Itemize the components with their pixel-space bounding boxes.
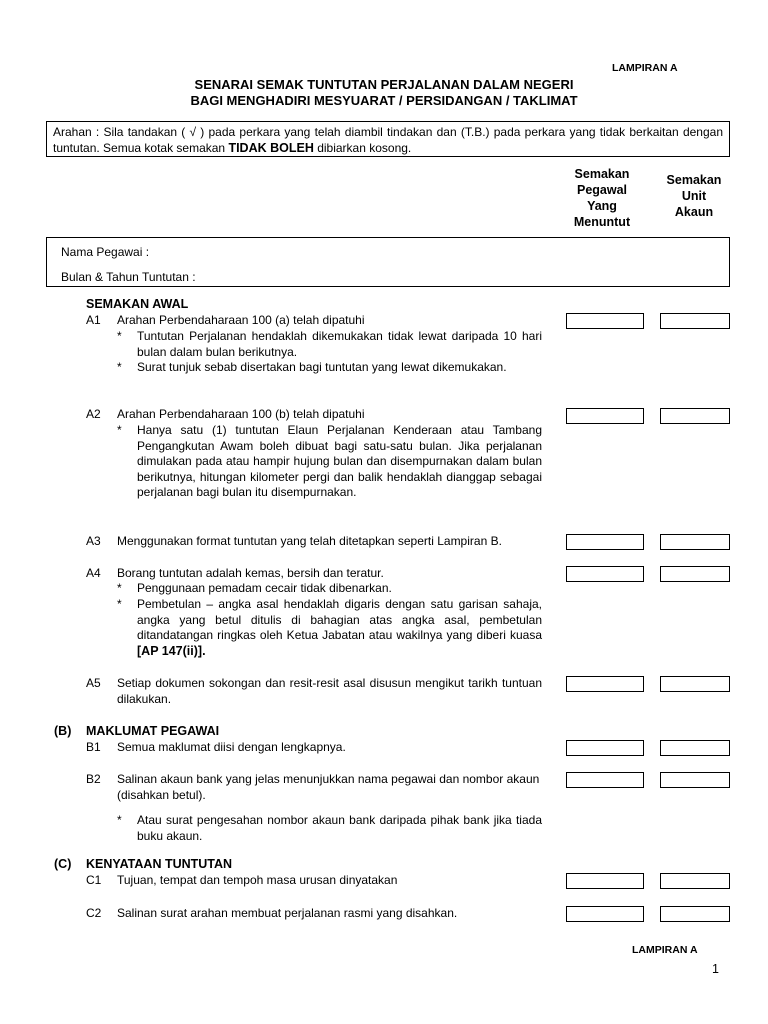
item-code-c2: C2	[86, 906, 102, 920]
item-text-a3: Menggunakan format tuntutan yang telah ditetapkan seperti Lampiran B.	[117, 534, 502, 548]
bullet-marker: *	[117, 581, 122, 595]
lampiran-label-bottom: LAMPIRAN A	[632, 944, 698, 956]
column-header-officer-line: Semakan	[574, 167, 630, 181]
page-number: 1	[712, 962, 719, 976]
item-text-c2: Salinan surat arahan membuat perjalanan rasmi yang disahkan.	[117, 906, 458, 920]
checkbox-a2-officer[interactable]	[566, 408, 644, 424]
item-code-a2: A2	[86, 407, 101, 421]
item-a4-bullet-1: Penggunaan pemadam cecair tidak dibenarkan.	[137, 581, 392, 595]
column-header-officer-line: Menuntut	[573, 215, 631, 229]
officer-name-label: Nama Pegawai :	[61, 245, 150, 259]
checkbox-c1-officer[interactable]	[566, 873, 644, 889]
item-code-a5: A5	[86, 676, 101, 690]
section-c-title: KENYATAAN TUNTUTAN	[86, 857, 233, 871]
checkbox-c1-accounts[interactable]	[660, 873, 730, 889]
column-header-accounts	[656, 172, 732, 220]
item-text-c1: Tujuan, tempat dan tempoh masa urusan dinyatakan	[117, 873, 398, 887]
item-a2-bullet-1: Hanya satu (1) tuntutan Elaun Perjalanan Kenderaan atau Tambang Pengangkutan Awam boleh dibuat bagi satu-satu bulan. Jika perjalanan dimulakan pada atau hampir hujung bulan dan disempurnakan dalam bulan berikutnya, hitungan kilometer pergi dan balik hendaklah dianggap sebagai perjalanan bagi bulan itu disempurnakan.	[137, 423, 542, 499]
column-header-accounts-line: Akaun	[674, 205, 714, 219]
checkbox-a3-officer[interactable]	[566, 534, 644, 550]
bullet-marker: *	[117, 329, 122, 343]
checkbox-a4-accounts[interactable]	[660, 566, 730, 582]
item-text-a2: Arahan Perbendaharaan 100 (b) telah dipatuhi	[117, 407, 365, 421]
checkbox-b1-accounts[interactable]	[660, 740, 730, 756]
checkbox-b2-officer[interactable]	[566, 772, 644, 788]
item-text-a4: Borang tuntutan adalah kemas, bersih dan teratur.	[117, 566, 384, 580]
instructions-emphasis: TIDAK BOLEH	[228, 141, 314, 155]
checkbox-a5-officer[interactable]	[566, 676, 644, 692]
item-code-b1: B1	[86, 740, 101, 754]
item-a1-bullet-2: Surat tunjuk sebab disertakan bagi tuntutan yang lewat dikemukakan.	[137, 360, 507, 374]
item-b2-bullet: Atau surat pengesahan nombor akaun bank daripada pihak bank jika tiada buku akaun.	[137, 813, 542, 843]
section-b-letter: (B)	[54, 724, 72, 738]
column-header-officer-line: Pegawal	[576, 183, 628, 197]
column-header-officer	[560, 166, 644, 230]
section-a-title: SEMAKAN AWAL	[86, 297, 189, 311]
checkbox-a5-accounts[interactable]	[660, 676, 730, 692]
column-header-accounts-line: Semakan	[666, 173, 722, 187]
checkbox-a3-accounts[interactable]	[660, 534, 730, 550]
instructions-box	[46, 121, 730, 157]
column-header-officer-line: Yang	[587, 199, 617, 213]
checkbox-a1-officer[interactable]	[566, 313, 644, 329]
item-text-b1: Semua maklumat diisi dengan lengkapnya.	[117, 740, 346, 754]
item-a1-bullet-1: Tuntutan Perjalanan hendaklah dikemukakan tidak lewat daripada 10 hari bulan dalam bulan berikutnya.	[137, 329, 542, 359]
page-title-line-1: SENARAI SEMAK TUNTUTAN PERJALANAN DALAM NEGERI	[194, 77, 574, 92]
checkbox-c2-accounts[interactable]	[660, 906, 730, 922]
section-c-letter: (C)	[54, 857, 72, 871]
item-a4-reference: [AP 147(ii)].	[137, 643, 206, 658]
bullet-marker: *	[117, 423, 122, 437]
item-text-a1: Arahan Perbendaharaan 100 (a) telah dipatuhi	[117, 313, 365, 327]
item-code-a3: A3	[86, 534, 101, 548]
checkbox-c2-officer[interactable]	[566, 906, 644, 922]
page-title-line-2: BAGI MENGHADIRI MESYUARAT / PERSIDANGAN / TAKLIMAT	[190, 93, 578, 108]
item-text-b2: Salinan akaun bank yang jelas menunjukkan nama pegawai dan nombor akaun (disahkan betul).	[117, 772, 540, 802]
column-header-accounts-line: Unit	[681, 189, 707, 203]
item-a4-bullet-2-text: Pembetulan – angka asal hendaklah digaris dengan satu garisan sahaja, angka yang betul ditulis di bahagian atas angka asal, pembetulan ditandatangan ringkas oleh Ketua Jabatan atau wakilnya yang diberi kuasa	[137, 597, 542, 642]
item-code-a4: A4	[86, 566, 101, 580]
lampiran-label-top: LAMPIRAN A	[612, 62, 678, 74]
item-code-c1: C1	[86, 873, 102, 887]
item-text-a5: Setiap dokumen sokongan dan resit-resit asal disusun mengikut tarikh tuntuan dilakukan.	[117, 676, 542, 706]
claim-month-label: Bulan & Tahun Tuntutan :	[61, 270, 196, 284]
bullet-marker: *	[117, 813, 122, 827]
instructions-text-end: dibiarkan kosong.	[313, 141, 412, 155]
bullet-marker: *	[117, 360, 122, 374]
checkbox-a4-officer[interactable]	[566, 566, 644, 582]
section-b-title: MAKLUMAT PEGAWAI	[86, 724, 220, 738]
checkbox-b1-officer[interactable]	[566, 740, 644, 756]
checkbox-b2-accounts[interactable]	[660, 772, 730, 788]
bullet-marker: *	[117, 597, 122, 611]
item-code-a1: A1	[86, 313, 101, 327]
checkbox-a1-accounts[interactable]	[660, 313, 730, 329]
instructions-text: Arahan : Sila tandakan ( √ ) pada perkara yang telah diambil tindakan dan (T.B.) pada perkara yang tidak berkaitan dengan tuntutan. Semua kotak semakan	[53, 125, 723, 155]
item-a4-bullet-2	[137, 597, 542, 659]
item-code-b2: B2	[86, 772, 101, 786]
checkbox-a2-accounts[interactable]	[660, 408, 730, 424]
